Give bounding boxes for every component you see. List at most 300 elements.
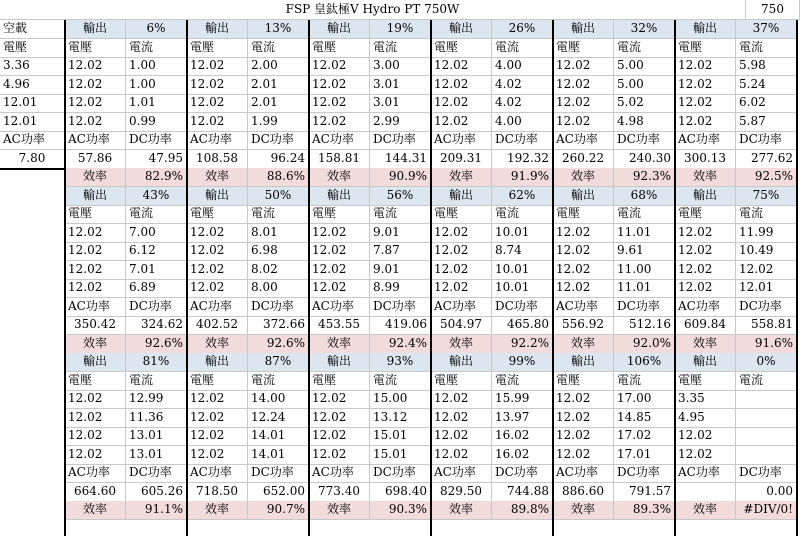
dc-power-label[interactable]: DC功率 <box>492 131 553 150</box>
output-label[interactable]: 輸出 <box>431 353 492 372</box>
idle-voltage-cell[interactable]: 3.36 <box>0 57 65 76</box>
ac-power-value[interactable]: 504.97 <box>431 316 492 335</box>
current-label[interactable]: 電流 <box>370 205 431 224</box>
voltage-label[interactable]: 電壓 <box>431 372 492 391</box>
voltage-label[interactable]: 電壓 <box>309 39 370 58</box>
ac-power-value[interactable]: 209.31 <box>431 150 492 169</box>
voltage-cell[interactable]: 12.02 <box>65 94 126 113</box>
voltage-cell[interactable]: 12.02 <box>65 279 126 298</box>
ac-power-label[interactable]: AC功率 <box>65 131 126 150</box>
current-cell[interactable]: 7.87 <box>370 242 431 261</box>
efficiency-value[interactable]: #DIV/0! <box>736 501 797 520</box>
voltage-cell[interactable]: 12.02 <box>675 113 736 132</box>
voltage-cell[interactable]: 12.02 <box>431 279 492 298</box>
idle-voltage-label[interactable]: 電壓 <box>0 39 65 58</box>
voltage-cell[interactable]: 12.02 <box>553 446 614 465</box>
current-cell[interactable]: 4.00 <box>492 113 553 132</box>
efficiency-value[interactable]: 89.3% <box>614 501 675 520</box>
efficiency-label[interactable]: 效率 <box>65 168 126 187</box>
efficiency-value[interactable]: 92.6% <box>248 335 309 354</box>
dc-power-value[interactable]: 419.06 <box>370 316 431 335</box>
current-cell[interactable]: 13.12 <box>370 409 431 428</box>
voltage-cell[interactable]: 12.02 <box>187 390 248 409</box>
current-label[interactable]: 電流 <box>492 39 553 58</box>
voltage-cell[interactable]: 12.02 <box>65 57 126 76</box>
dc-power-label[interactable]: DC功率 <box>736 131 797 150</box>
ac-power-value[interactable]: 829.50 <box>431 483 492 502</box>
voltage-cell[interactable]: 4.95 <box>675 409 736 428</box>
current-cell[interactable]: 8.99 <box>370 279 431 298</box>
dc-power-value[interactable]: 324.62 <box>126 316 187 335</box>
voltage-cell[interactable]: 12.02 <box>65 409 126 428</box>
ac-power-value[interactable]: 300.13 <box>675 150 736 169</box>
idle-header[interactable]: 空載 <box>0 20 65 39</box>
dc-power-value[interactable]: 605.26 <box>126 483 187 502</box>
current-cell[interactable]: 15.01 <box>370 427 431 446</box>
voltage-cell[interactable]: 12.02 <box>65 242 126 261</box>
ac-power-value[interactable]: 158.81 <box>309 150 370 169</box>
current-label[interactable]: 電流 <box>370 39 431 58</box>
efficiency-value[interactable]: 92.4% <box>370 335 431 354</box>
efficiency-value[interactable]: 92.6% <box>126 335 187 354</box>
voltage-cell[interactable]: 12.02 <box>553 390 614 409</box>
voltage-cell[interactable]: 12.02 <box>553 261 614 280</box>
current-cell[interactable]: 10.01 <box>492 261 553 280</box>
efficiency-label[interactable]: 效率 <box>65 335 126 354</box>
current-cell[interactable]: 4.02 <box>492 76 553 95</box>
voltage-label[interactable]: 電壓 <box>65 205 126 224</box>
current-cell[interactable]: 3.01 <box>370 94 431 113</box>
voltage-cell[interactable]: 12.02 <box>431 446 492 465</box>
voltage-label[interactable]: 電壓 <box>553 372 614 391</box>
current-cell[interactable]: 14.01 <box>248 427 309 446</box>
voltage-cell[interactable]: 12.02 <box>187 94 248 113</box>
efficiency-value[interactable]: 91.9% <box>492 168 553 187</box>
output-label[interactable]: 輸出 <box>65 353 126 372</box>
ac-power-label[interactable]: AC功率 <box>65 464 126 483</box>
current-cell[interactable]: 6.98 <box>248 242 309 261</box>
efficiency-value[interactable]: 92.0% <box>614 335 675 354</box>
idle-ac-value[interactable]: 7.80 <box>0 150 65 169</box>
current-cell[interactable]: 12.02 <box>736 261 797 280</box>
current-cell[interactable]: 8.02 <box>248 261 309 280</box>
load-percent[interactable]: 68% <box>614 187 675 206</box>
load-percent[interactable]: 75% <box>736 187 797 206</box>
voltage-label[interactable]: 電壓 <box>553 39 614 58</box>
voltage-label[interactable]: 電壓 <box>187 205 248 224</box>
current-cell[interactable]: 2.01 <box>248 94 309 113</box>
voltage-cell[interactable]: 12.02 <box>187 242 248 261</box>
current-cell[interactable]: 2.99 <box>370 113 431 132</box>
voltage-cell[interactable]: 12.02 <box>309 279 370 298</box>
dc-power-value[interactable]: 652.00 <box>248 483 309 502</box>
current-cell[interactable]: 17.00 <box>614 390 675 409</box>
current-cell[interactable]: 9.61 <box>614 242 675 261</box>
current-cell[interactable]: 11.01 <box>614 224 675 243</box>
ac-power-label[interactable]: AC功率 <box>431 131 492 150</box>
voltage-label[interactable]: 電壓 <box>675 39 736 58</box>
voltage-label[interactable]: 電壓 <box>309 372 370 391</box>
dc-power-label[interactable]: DC功率 <box>492 464 553 483</box>
voltage-cell[interactable]: 12.02 <box>675 427 736 446</box>
voltage-label[interactable]: 電壓 <box>65 372 126 391</box>
efficiency-label[interactable]: 效率 <box>187 168 248 187</box>
current-cell[interactable]: 1.99 <box>248 113 309 132</box>
efficiency-value[interactable]: 90.9% <box>370 168 431 187</box>
current-cell[interactable]: 1.00 <box>126 57 187 76</box>
current-cell[interactable]: 5.00 <box>614 57 675 76</box>
voltage-label[interactable]: 電壓 <box>431 39 492 58</box>
current-cell[interactable] <box>736 446 797 465</box>
load-percent[interactable]: 81% <box>126 353 187 372</box>
output-label[interactable]: 輸出 <box>553 20 614 39</box>
voltage-label[interactable]: 電壓 <box>187 372 248 391</box>
voltage-cell[interactable]: 12.02 <box>675 76 736 95</box>
efficiency-label[interactable]: 效率 <box>553 168 614 187</box>
current-cell[interactable]: 5.00 <box>614 76 675 95</box>
voltage-cell[interactable]: 12.02 <box>553 57 614 76</box>
current-label[interactable]: 電流 <box>248 205 309 224</box>
current-label[interactable]: 電流 <box>126 39 187 58</box>
voltage-cell[interactable]: 12.02 <box>65 446 126 465</box>
current-cell[interactable]: 9.01 <box>370 261 431 280</box>
current-cell[interactable]: 4.00 <box>492 57 553 76</box>
efficiency-label[interactable]: 效率 <box>431 168 492 187</box>
dc-power-value[interactable]: 558.81 <box>736 316 797 335</box>
idle-voltage-cell[interactable]: 12.01 <box>0 94 65 113</box>
load-percent[interactable]: 93% <box>370 353 431 372</box>
dc-power-value[interactable]: 512.16 <box>614 316 675 335</box>
voltage-cell[interactable]: 12.02 <box>553 76 614 95</box>
efficiency-value[interactable]: 91.1% <box>126 501 187 520</box>
dc-power-value[interactable]: 47.95 <box>126 150 187 169</box>
voltage-cell[interactable]: 12.02 <box>309 446 370 465</box>
dc-power-label[interactable]: DC功率 <box>370 131 431 150</box>
idle-ac-label[interactable]: AC功率 <box>0 131 65 150</box>
ac-power-label[interactable]: AC功率 <box>675 298 736 317</box>
voltage-cell[interactable]: 12.02 <box>187 409 248 428</box>
dc-power-label[interactable]: DC功率 <box>736 464 797 483</box>
ac-power-label[interactable]: AC功率 <box>187 298 248 317</box>
current-label[interactable]: 電流 <box>492 372 553 391</box>
voltage-cell[interactable]: 12.02 <box>309 76 370 95</box>
dc-power-value[interactable]: 192.32 <box>492 150 553 169</box>
efficiency-value[interactable]: 90.7% <box>248 501 309 520</box>
current-cell[interactable]: 4.98 <box>614 113 675 132</box>
ac-power-value[interactable]: 773.40 <box>309 483 370 502</box>
voltage-cell[interactable]: 12.02 <box>187 427 248 446</box>
dc-power-label[interactable]: DC功率 <box>126 131 187 150</box>
load-percent[interactable]: 62% <box>492 187 553 206</box>
ac-power-label[interactable]: AC功率 <box>431 298 492 317</box>
output-label[interactable]: 輸出 <box>309 353 370 372</box>
current-cell[interactable]: 7.01 <box>126 261 187 280</box>
output-label[interactable]: 輸出 <box>187 187 248 206</box>
output-label[interactable]: 輸出 <box>309 20 370 39</box>
voltage-cell[interactable]: 12.02 <box>553 409 614 428</box>
voltage-cell[interactable]: 12.02 <box>675 242 736 261</box>
ac-power-value[interactable]: 556.92 <box>553 316 614 335</box>
output-label[interactable]: 輸出 <box>431 20 492 39</box>
load-percent[interactable]: 56% <box>370 187 431 206</box>
voltage-cell[interactable]: 12.02 <box>431 57 492 76</box>
current-cell[interactable]: 2.00 <box>248 57 309 76</box>
ac-power-value[interactable]: 453.55 <box>309 316 370 335</box>
efficiency-value[interactable]: 82.9% <box>126 168 187 187</box>
current-cell[interactable]: 8.74 <box>492 242 553 261</box>
voltage-cell[interactable]: 12.02 <box>187 76 248 95</box>
current-cell[interactable]: 12.01 <box>736 279 797 298</box>
ac-power-value[interactable]: 664.60 <box>65 483 126 502</box>
current-cell[interactable]: 4.02 <box>492 94 553 113</box>
load-percent[interactable]: 50% <box>248 187 309 206</box>
current-cell[interactable]: 10.01 <box>492 279 553 298</box>
load-percent[interactable]: 26% <box>492 20 553 39</box>
voltage-label[interactable]: 電壓 <box>553 205 614 224</box>
ac-power-label[interactable]: AC功率 <box>309 298 370 317</box>
dc-power-label[interactable]: DC功率 <box>370 298 431 317</box>
current-cell[interactable]: 15.01 <box>370 446 431 465</box>
dc-power-value[interactable]: 96.24 <box>248 150 309 169</box>
voltage-cell[interactable]: 12.02 <box>65 261 126 280</box>
load-percent[interactable]: 99% <box>492 353 553 372</box>
dc-power-label[interactable]: DC功率 <box>126 464 187 483</box>
dc-power-label[interactable]: DC功率 <box>614 464 675 483</box>
current-cell[interactable]: 7.00 <box>126 224 187 243</box>
ac-power-value[interactable]: 402.52 <box>187 316 248 335</box>
ac-power-label[interactable]: AC功率 <box>553 464 614 483</box>
voltage-cell[interactable]: 12.02 <box>553 242 614 261</box>
efficiency-label[interactable]: 效率 <box>431 501 492 520</box>
idle-voltage-cell[interactable]: 4.96 <box>0 76 65 95</box>
load-percent[interactable]: 32% <box>614 20 675 39</box>
voltage-label[interactable]: 電壓 <box>431 205 492 224</box>
current-cell[interactable]: 12.24 <box>248 409 309 428</box>
efficiency-value[interactable]: 92.5% <box>736 168 797 187</box>
voltage-cell[interactable]: 12.02 <box>431 113 492 132</box>
voltage-label[interactable]: 電壓 <box>187 39 248 58</box>
ac-power-label[interactable]: AC功率 <box>675 131 736 150</box>
voltage-label[interactable]: 電壓 <box>309 205 370 224</box>
voltage-cell[interactable]: 12.02 <box>187 224 248 243</box>
voltage-cell[interactable]: 12.02 <box>675 446 736 465</box>
current-cell[interactable]: 10.49 <box>736 242 797 261</box>
current-label[interactable]: 電流 <box>126 205 187 224</box>
output-label[interactable]: 輸出 <box>187 20 248 39</box>
dc-power-label[interactable]: DC功率 <box>248 131 309 150</box>
voltage-cell[interactable]: 12.02 <box>431 224 492 243</box>
ac-power-label[interactable]: AC功率 <box>431 464 492 483</box>
current-cell[interactable]: 1.01 <box>126 94 187 113</box>
ac-power-value[interactable]: 886.60 <box>553 483 614 502</box>
efficiency-label[interactable]: 效率 <box>65 501 126 520</box>
output-label[interactable]: 輸出 <box>187 353 248 372</box>
current-cell[interactable]: 6.89 <box>126 279 187 298</box>
current-cell[interactable]: 14.00 <box>248 390 309 409</box>
current-cell[interactable]: 16.02 <box>492 427 553 446</box>
dc-power-value[interactable]: 0.00 <box>736 483 797 502</box>
dc-power-value[interactable]: 144.31 <box>370 150 431 169</box>
ac-power-label[interactable]: AC功率 <box>553 298 614 317</box>
ac-power-label[interactable]: AC功率 <box>187 464 248 483</box>
capacity-cell[interactable]: 750 <box>746 0 800 19</box>
current-cell[interactable]: 2.01 <box>248 76 309 95</box>
efficiency-label[interactable]: 效率 <box>187 501 248 520</box>
current-cell[interactable] <box>736 390 797 409</box>
load-percent[interactable]: 6% <box>126 20 187 39</box>
voltage-cell[interactable]: 12.02 <box>65 224 126 243</box>
current-cell[interactable]: 6.12 <box>126 242 187 261</box>
voltage-cell[interactable]: 12.02 <box>309 390 370 409</box>
output-label[interactable]: 輸出 <box>431 187 492 206</box>
voltage-cell[interactable]: 12.02 <box>309 224 370 243</box>
current-cell[interactable]: 16.02 <box>492 446 553 465</box>
voltage-cell[interactable]: 12.02 <box>431 76 492 95</box>
sheet-title[interactable]: FSP 皇鈦極V Hydro PT 750W <box>0 0 746 19</box>
current-cell[interactable]: 13.01 <box>126 446 187 465</box>
voltage-cell[interactable]: 12.02 <box>187 261 248 280</box>
current-cell[interactable]: 5.98 <box>736 57 797 76</box>
dc-power-label[interactable]: DC功率 <box>614 131 675 150</box>
idle-voltage-cell[interactable]: 12.01 <box>0 113 65 132</box>
output-label[interactable]: 輸出 <box>553 353 614 372</box>
current-cell[interactable]: 14.85 <box>614 409 675 428</box>
ac-power-label[interactable]: AC功率 <box>187 131 248 150</box>
ac-power-value[interactable]: 718.50 <box>187 483 248 502</box>
ac-power-label[interactable]: AC功率 <box>65 298 126 317</box>
load-percent[interactable]: 13% <box>248 20 309 39</box>
dc-power-label[interactable]: DC功率 <box>492 298 553 317</box>
current-label[interactable]: 電流 <box>248 39 309 58</box>
current-cell[interactable]: 8.00 <box>248 279 309 298</box>
current-label[interactable]: 電流 <box>370 372 431 391</box>
current-cell[interactable] <box>736 427 797 446</box>
current-cell[interactable]: 12.99 <box>126 390 187 409</box>
output-label[interactable]: 輸出 <box>65 20 126 39</box>
voltage-cell[interactable]: 12.02 <box>431 409 492 428</box>
voltage-cell[interactable]: 12.02 <box>309 427 370 446</box>
load-percent[interactable]: 106% <box>614 353 675 372</box>
ac-power-value[interactable]: 260.22 <box>553 150 614 169</box>
ac-power-label[interactable]: AC功率 <box>309 464 370 483</box>
load-percent[interactable]: 87% <box>248 353 309 372</box>
ac-power-value[interactable]: 108.58 <box>187 150 248 169</box>
efficiency-value[interactable]: 89.8% <box>492 501 553 520</box>
voltage-cell[interactable]: 12.02 <box>65 390 126 409</box>
current-cell[interactable]: 9.01 <box>370 224 431 243</box>
voltage-cell[interactable]: 12.02 <box>65 113 126 132</box>
efficiency-label[interactable]: 效率 <box>309 335 370 354</box>
voltage-cell[interactable]: 12.02 <box>309 409 370 428</box>
voltage-cell[interactable]: 12.02 <box>65 427 126 446</box>
voltage-cell[interactable]: 12.02 <box>675 279 736 298</box>
voltage-label[interactable]: 電壓 <box>675 372 736 391</box>
dc-power-value[interactable]: 791.57 <box>614 483 675 502</box>
current-cell[interactable] <box>736 409 797 428</box>
current-cell[interactable]: 5.24 <box>736 76 797 95</box>
voltage-cell[interactable]: 12.02 <box>675 94 736 113</box>
efficiency-label[interactable]: 效率 <box>553 501 614 520</box>
voltage-cell[interactable]: 12.02 <box>553 279 614 298</box>
voltage-cell[interactable]: 12.02 <box>187 113 248 132</box>
output-label[interactable]: 輸出 <box>309 187 370 206</box>
efficiency-value[interactable]: 92.3% <box>614 168 675 187</box>
current-label[interactable]: 電流 <box>736 39 797 58</box>
efficiency-value[interactable]: 91.6% <box>736 335 797 354</box>
current-label[interactable]: 電流 <box>126 372 187 391</box>
current-label[interactable]: 電流 <box>248 372 309 391</box>
voltage-cell[interactable]: 12.02 <box>309 261 370 280</box>
ac-power-label[interactable]: AC功率 <box>553 131 614 150</box>
voltage-cell[interactable]: 12.02 <box>309 113 370 132</box>
voltage-cell[interactable]: 12.02 <box>187 57 248 76</box>
voltage-cell[interactable]: 12.02 <box>553 427 614 446</box>
output-label[interactable]: 輸出 <box>65 187 126 206</box>
load-percent[interactable]: 19% <box>370 20 431 39</box>
efficiency-value[interactable]: 92.2% <box>492 335 553 354</box>
output-label[interactable]: 輸出 <box>675 20 736 39</box>
voltage-cell[interactable]: 12.02 <box>431 261 492 280</box>
voltage-cell[interactable]: 12.02 <box>309 242 370 261</box>
current-cell[interactable]: 11.00 <box>614 261 675 280</box>
ac-power-value[interactable] <box>675 483 736 502</box>
efficiency-label[interactable]: 效率 <box>675 335 736 354</box>
dc-power-value[interactable]: 372.66 <box>248 316 309 335</box>
ac-power-value[interactable]: 57.86 <box>65 150 126 169</box>
voltage-cell[interactable]: 12.02 <box>675 224 736 243</box>
efficiency-label[interactable]: 效率 <box>309 501 370 520</box>
voltage-cell[interactable]: 12.02 <box>309 94 370 113</box>
dc-power-value[interactable]: 465.80 <box>492 316 553 335</box>
dc-power-label[interactable]: DC功率 <box>370 464 431 483</box>
voltage-cell[interactable]: 12.02 <box>309 57 370 76</box>
current-cell[interactable]: 14.01 <box>248 446 309 465</box>
voltage-cell[interactable]: 12.02 <box>553 94 614 113</box>
dc-power-label[interactable]: DC功率 <box>248 298 309 317</box>
current-cell[interactable]: 5.87 <box>736 113 797 132</box>
voltage-cell[interactable]: 12.02 <box>65 76 126 95</box>
current-cell[interactable]: 6.02 <box>736 94 797 113</box>
current-cell[interactable]: 8.01 <box>248 224 309 243</box>
current-label[interactable]: 電流 <box>614 205 675 224</box>
voltage-cell[interactable]: 12.02 <box>675 261 736 280</box>
voltage-cell[interactable]: 12.02 <box>553 113 614 132</box>
voltage-cell[interactable]: 12.02 <box>431 427 492 446</box>
current-label[interactable]: 電流 <box>492 205 553 224</box>
efficiency-label[interactable]: 效率 <box>309 168 370 187</box>
output-label[interactable]: 輸出 <box>553 187 614 206</box>
efficiency-label[interactable]: 效率 <box>675 168 736 187</box>
current-label[interactable]: 電流 <box>614 39 675 58</box>
current-cell[interactable]: 0.99 <box>126 113 187 132</box>
efficiency-label[interactable]: 效率 <box>553 335 614 354</box>
voltage-cell[interactable]: 12.02 <box>675 57 736 76</box>
current-cell[interactable]: 3.00 <box>370 57 431 76</box>
voltage-cell[interactable]: 12.02 <box>187 279 248 298</box>
dc-power-value[interactable]: 698.40 <box>370 483 431 502</box>
dc-power-value[interactable]: 744.88 <box>492 483 553 502</box>
current-cell[interactable]: 15.99 <box>492 390 553 409</box>
current-label[interactable]: 電流 <box>736 205 797 224</box>
output-label[interactable]: 輸出 <box>675 187 736 206</box>
dc-power-value[interactable]: 277.62 <box>736 150 797 169</box>
voltage-cell[interactable]: 12.02 <box>431 390 492 409</box>
efficiency-label[interactable]: 效率 <box>675 501 736 520</box>
efficiency-value[interactable]: 88.6% <box>248 168 309 187</box>
current-cell[interactable]: 5.02 <box>614 94 675 113</box>
current-cell[interactable]: 10.01 <box>492 224 553 243</box>
current-cell[interactable]: 11.36 <box>126 409 187 428</box>
